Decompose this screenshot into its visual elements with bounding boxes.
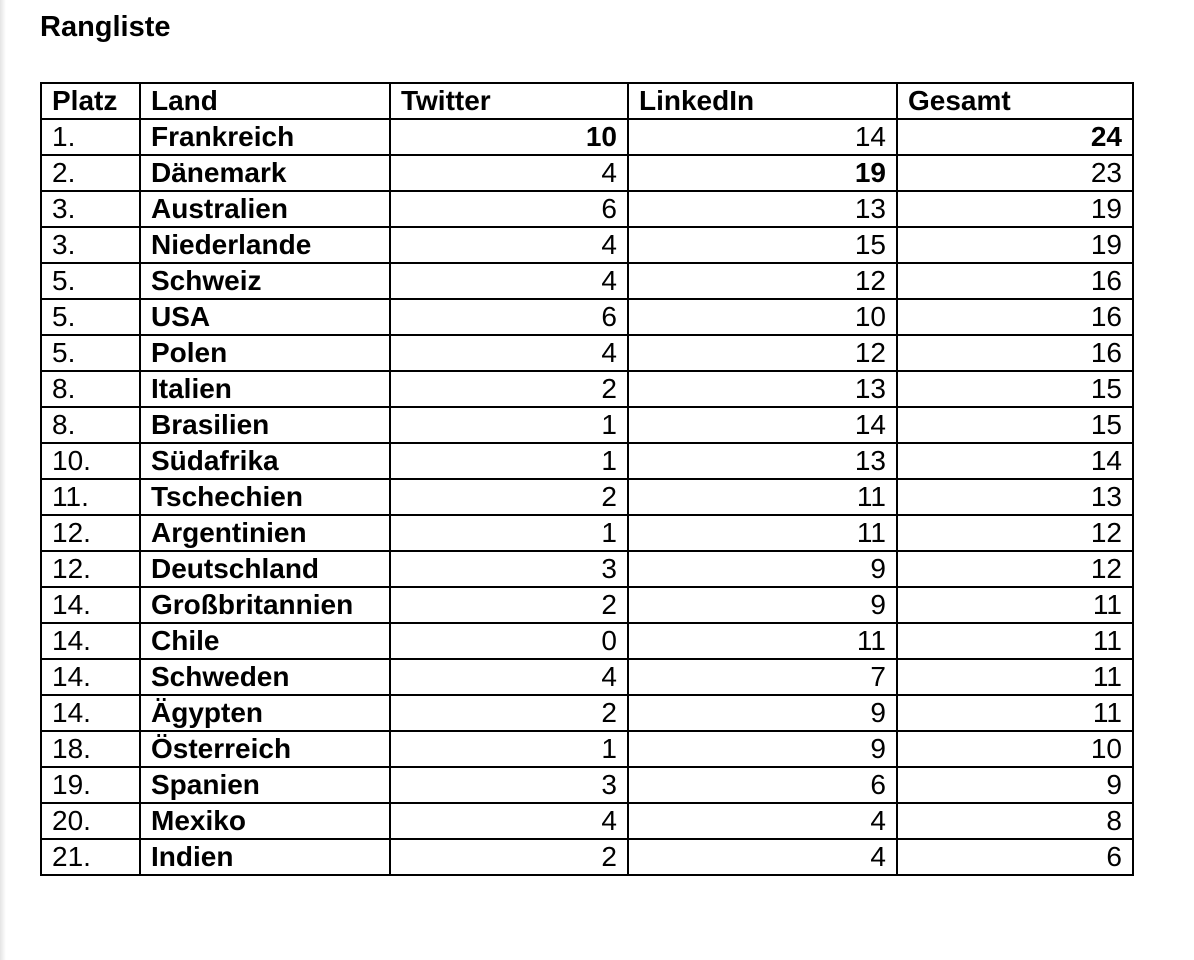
- cell-linkedin: 12: [628, 335, 897, 371]
- cell-gesamt: 16: [897, 263, 1133, 299]
- cell-land: Großbritannien: [140, 587, 390, 623]
- cell-linkedin: 7: [628, 659, 897, 695]
- cell-twitter: 1: [390, 407, 628, 443]
- table-body: [41, 119, 1133, 875]
- page-title: Rangliste: [40, 11, 171, 43]
- cell-twitter: 1: [390, 443, 628, 479]
- cell-land: Indien: [140, 839, 390, 875]
- cell-platz: 2.: [41, 155, 140, 191]
- column-header-linkedin: LinkedIn: [628, 83, 897, 119]
- cell-gesamt: 14: [897, 443, 1133, 479]
- table-row: [41, 551, 1133, 587]
- cell-land: Tschechien: [140, 479, 390, 515]
- cell-gesamt: 19: [897, 227, 1133, 263]
- cell-land: Niederlande: [140, 227, 390, 263]
- table-row: [41, 695, 1133, 731]
- cell-land: Deutschland: [140, 551, 390, 587]
- cell-platz: 3.: [41, 191, 140, 227]
- table-row: [41, 371, 1133, 407]
- cell-twitter: 2: [390, 587, 628, 623]
- table-row: [41, 515, 1133, 551]
- cell-gesamt: 23: [897, 155, 1133, 191]
- cell-linkedin: 13: [628, 191, 897, 227]
- cell-land: Australien: [140, 191, 390, 227]
- table-row: [41, 587, 1133, 623]
- cell-twitter: 4: [390, 227, 628, 263]
- cell-twitter: 2: [390, 479, 628, 515]
- cell-linkedin: 9: [628, 695, 897, 731]
- cell-twitter: 4: [390, 659, 628, 695]
- cell-linkedin: 15: [628, 227, 897, 263]
- cell-platz: 5.: [41, 263, 140, 299]
- cell-linkedin: 9: [628, 551, 897, 587]
- cell-land: USA: [140, 299, 390, 335]
- cell-twitter: 0: [390, 623, 628, 659]
- cell-gesamt: 10: [897, 731, 1133, 767]
- cell-gesamt: 11: [897, 659, 1133, 695]
- column-header-gesamt: Gesamt: [897, 83, 1133, 119]
- cell-platz: 3.: [41, 227, 140, 263]
- cell-platz: 21.: [41, 839, 140, 875]
- table-row: [41, 191, 1133, 227]
- cell-platz: 14.: [41, 623, 140, 659]
- cell-linkedin: 14: [628, 119, 897, 155]
- cell-gesamt: 16: [897, 335, 1133, 371]
- cell-twitter: 4: [390, 155, 628, 191]
- table-row: [41, 623, 1133, 659]
- table-row: [41, 227, 1133, 263]
- cell-platz: 5.: [41, 299, 140, 335]
- cell-land: Chile: [140, 623, 390, 659]
- cell-platz: 14.: [41, 695, 140, 731]
- cell-gesamt: 12: [897, 551, 1133, 587]
- page-edge-shadow: [0, 0, 6, 960]
- cell-gesamt: 15: [897, 371, 1133, 407]
- cell-land: Schweiz: [140, 263, 390, 299]
- cell-linkedin: 10: [628, 299, 897, 335]
- cell-platz: 8.: [41, 371, 140, 407]
- table-row: [41, 407, 1133, 443]
- cell-platz: 8.: [41, 407, 140, 443]
- cell-gesamt: 24: [897, 119, 1133, 155]
- cell-gesamt: 8: [897, 803, 1133, 839]
- cell-land: Frankreich: [140, 119, 390, 155]
- cell-linkedin: 4: [628, 839, 897, 875]
- column-header-twitter: Twitter: [390, 83, 628, 119]
- cell-twitter: 2: [390, 371, 628, 407]
- column-header-platz: Platz: [41, 83, 140, 119]
- cell-twitter: 10: [390, 119, 628, 155]
- cell-land: Spanien: [140, 767, 390, 803]
- cell-gesamt: 11: [897, 695, 1133, 731]
- cell-twitter: 2: [390, 839, 628, 875]
- ranking-table: [40, 82, 1134, 876]
- cell-land: Österreich: [140, 731, 390, 767]
- cell-gesamt: 11: [897, 623, 1133, 659]
- cell-platz: 14.: [41, 659, 140, 695]
- cell-gesamt: 11: [897, 587, 1133, 623]
- cell-linkedin: 13: [628, 371, 897, 407]
- cell-twitter: 4: [390, 803, 628, 839]
- table-row: [41, 659, 1133, 695]
- cell-gesamt: 12: [897, 515, 1133, 551]
- cell-gesamt: 9: [897, 767, 1133, 803]
- column-header-land: Land: [140, 83, 390, 119]
- table-row: [41, 731, 1133, 767]
- cell-twitter: 2: [390, 695, 628, 731]
- table-row: [41, 767, 1133, 803]
- cell-twitter: 1: [390, 731, 628, 767]
- cell-land: Schweden: [140, 659, 390, 695]
- table-row: [41, 155, 1133, 191]
- cell-linkedin: 13: [628, 443, 897, 479]
- cell-linkedin: 6: [628, 767, 897, 803]
- cell-platz: 19.: [41, 767, 140, 803]
- cell-land: Italien: [140, 371, 390, 407]
- cell-platz: 10.: [41, 443, 140, 479]
- cell-twitter: 4: [390, 335, 628, 371]
- cell-platz: 12.: [41, 551, 140, 587]
- table-row: [41, 335, 1133, 371]
- cell-land: Ägypten: [140, 695, 390, 731]
- cell-linkedin: 19: [628, 155, 897, 191]
- cell-twitter: 1: [390, 515, 628, 551]
- cell-platz: 5.: [41, 335, 140, 371]
- cell-twitter: 3: [390, 551, 628, 587]
- cell-platz: 20.: [41, 803, 140, 839]
- cell-gesamt: 19: [897, 191, 1133, 227]
- cell-twitter: 6: [390, 299, 628, 335]
- cell-land: Mexiko: [140, 803, 390, 839]
- cell-platz: 1.: [41, 119, 140, 155]
- cell-land: Polen: [140, 335, 390, 371]
- cell-land: Brasilien: [140, 407, 390, 443]
- cell-linkedin: 9: [628, 587, 897, 623]
- cell-linkedin: 4: [628, 803, 897, 839]
- table-row: [41, 263, 1133, 299]
- cell-gesamt: 16: [897, 299, 1133, 335]
- table-row: [41, 443, 1133, 479]
- cell-gesamt: 13: [897, 479, 1133, 515]
- table-row: [41, 299, 1133, 335]
- table-row: [41, 839, 1133, 875]
- cell-land: Dänemark: [140, 155, 390, 191]
- table-row: [41, 803, 1133, 839]
- cell-linkedin: 14: [628, 407, 897, 443]
- cell-twitter: 6: [390, 191, 628, 227]
- cell-land: Argentinien: [140, 515, 390, 551]
- cell-twitter: 3: [390, 767, 628, 803]
- cell-linkedin: 11: [628, 515, 897, 551]
- table-header-row: [41, 83, 1133, 119]
- cell-gesamt: 15: [897, 407, 1133, 443]
- table-row: [41, 479, 1133, 515]
- cell-linkedin: 11: [628, 479, 897, 515]
- cell-platz: 11.: [41, 479, 140, 515]
- cell-twitter: 4: [390, 263, 628, 299]
- cell-platz: 12.: [41, 515, 140, 551]
- cell-land: Südafrika: [140, 443, 390, 479]
- cell-linkedin: 11: [628, 623, 897, 659]
- table-row: [41, 119, 1133, 155]
- cell-linkedin: 9: [628, 731, 897, 767]
- cell-linkedin: 12: [628, 263, 897, 299]
- cell-gesamt: 6: [897, 839, 1133, 875]
- cell-platz: 14.: [41, 587, 140, 623]
- cell-platz: 18.: [41, 731, 140, 767]
